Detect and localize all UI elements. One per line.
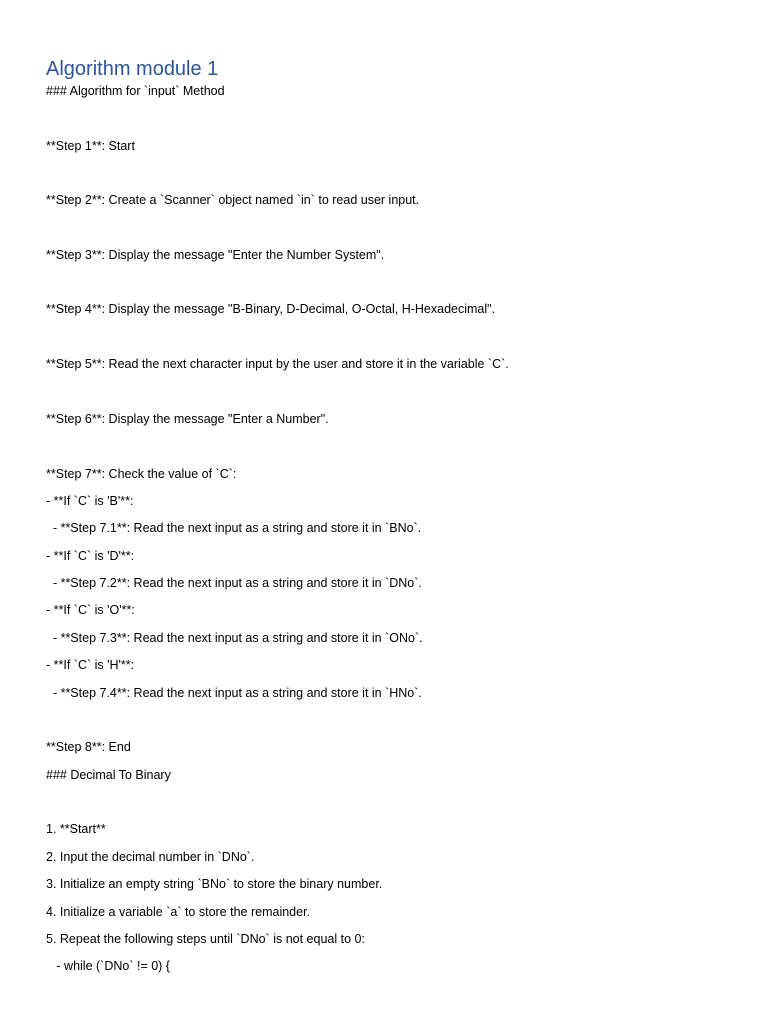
case-b: - **If `C` is 'B'**: — [46, 494, 134, 508]
dtb-step-3: 3. Initialize an empty string `BNo` to store the binary number. — [46, 877, 383, 891]
case-h: - **If `C` is 'H'**: — [46, 658, 135, 672]
step-7-4: - **Step 7.4**: Read the next input as a string and store it in `HNo`. — [46, 686, 422, 700]
dtb-while-loop: - while (`DNo` != 0) { — [46, 959, 170, 973]
step-5: **Step 5**: Read the next character input by the user and store it in the variable `C`. — [46, 357, 509, 371]
section-heading-input-method: ### Algorithm for `input` Method — [46, 84, 225, 98]
dtb-step-5: 5. Repeat the following steps until `DNo` is not equal to 0: — [46, 932, 365, 946]
dtb-step-2: 2. Input the decimal number in `DNo`. — [46, 850, 255, 864]
step-2: **Step 2**: Create a `Scanner` object named `in` to read user input. — [46, 193, 420, 207]
case-d: - **If `C` is 'D'**: — [46, 549, 135, 563]
step-4: **Step 4**: Display the message "B-Binary, D-Decimal, O-Octal, H-Hexadecimal". — [46, 302, 496, 316]
document-title: Algorithm module 1 — [46, 58, 219, 80]
step-7-2: - **Step 7.2**: Read the next input as a string and store it in `DNo`. — [46, 576, 422, 590]
step-7-3: - **Step 7.3**: Read the next input as a string and store it in `ONo`. — [46, 631, 423, 645]
step-7: **Step 7**: Check the value of `C`: — [46, 467, 237, 481]
dtb-step-1: 1. **Start** — [46, 822, 106, 836]
step-6: **Step 6**: Display the message "Enter a Number". — [46, 412, 329, 426]
step-1: **Step 1**: Start — [46, 139, 135, 153]
dtb-step-4: 4. Initialize a variable `a` to store the remainder. — [46, 905, 311, 919]
section-heading-decimal-to-binary: ### Decimal To Binary — [46, 768, 171, 782]
step-8: **Step 8**: End — [46, 740, 131, 754]
step-7-1: - **Step 7.1**: Read the next input as a string and store it in `BNo`. — [46, 521, 422, 535]
step-3: **Step 3**: Display the message "Enter the Number System". — [46, 248, 385, 262]
case-o: - **If `C` is 'O'**: — [46, 603, 135, 617]
